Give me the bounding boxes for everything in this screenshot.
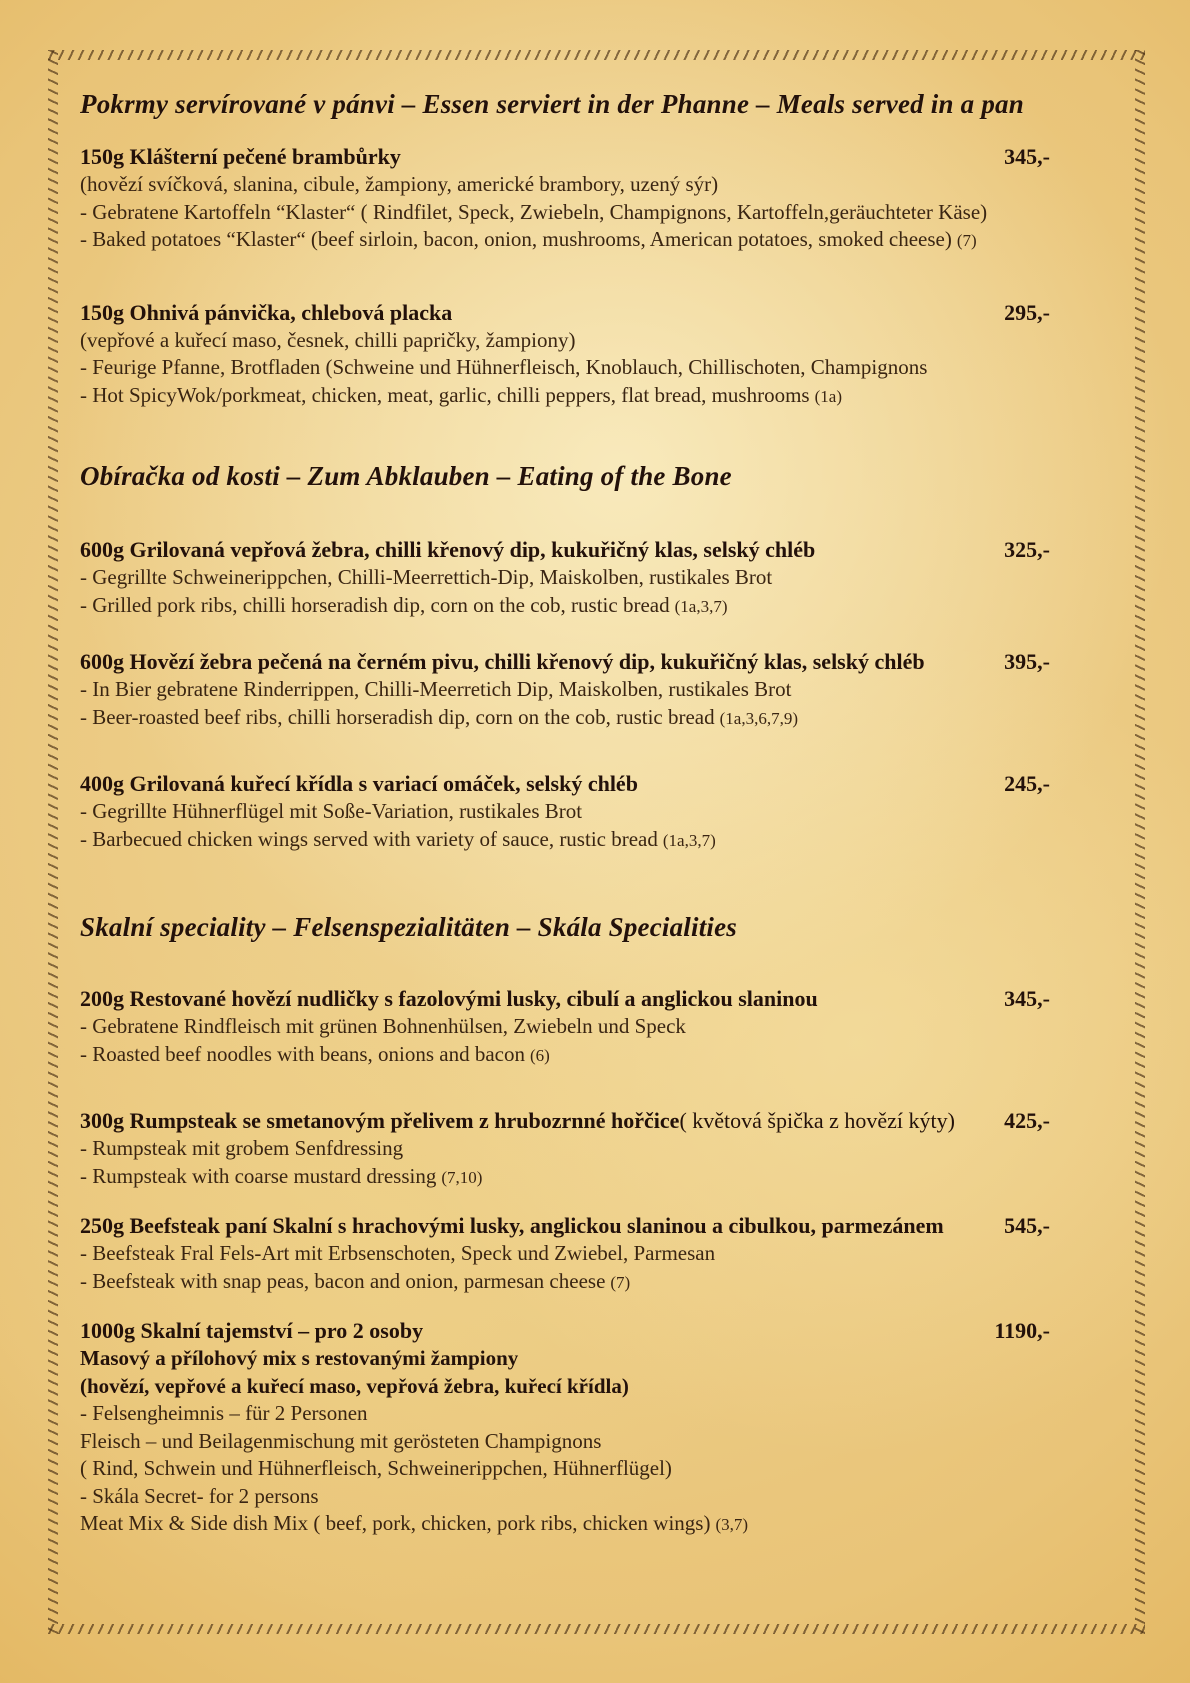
description-text: - Beefsteak with snap peas, bacon and onion, parmesan cheese [80, 1268, 606, 1293]
item-name: 1000g Skalní tajemství – pro 2 osoby [80, 1318, 424, 1343]
description-text: Meat Mix & Side dish Mix ( beef, pork, chicken, pork ribs, chicken wings) [80, 1511, 711, 1535]
item-description-en [80, 1163, 1050, 1192]
item-name: 600g Hovězí žebra pečená na černém pivu, chilli křenový dip, kukuřičný klas, selský chléb [80, 649, 925, 674]
item-price: 395,- [1004, 649, 1050, 674]
item-price: 425,- [1004, 1108, 1050, 1133]
menu-item [80, 142, 1050, 255]
menu-item [80, 984, 1050, 1069]
item-name: 150g Ohnivá pánvička, chlebová placka [80, 299, 453, 325]
item-description-de [80, 1135, 1050, 1163]
description-text: - Gebratene Kartoffeln “Klaster“ ( Rindfilet, Speck, Zwiebeln, Champignons, Kartoffeln,geräuchteter Käse) [80, 199, 988, 224]
item-description-de [80, 676, 1050, 704]
item-description-de [80, 1240, 1050, 1268]
menu-item [80, 647, 1050, 732]
item-description-en [80, 1510, 1050, 1539]
item-description-en [80, 1041, 1050, 1070]
allergen-codes: (1a) [814, 386, 842, 406]
allergen-codes: (1a,3,6,7,9) [719, 708, 798, 728]
item-description-de [80, 199, 1050, 227]
item-name: 400g Grilovaná kuřecí křídla s variací omáček, selský chléb [80, 771, 638, 796]
menu-item [80, 535, 1050, 620]
item-price: 245,- [1004, 771, 1050, 796]
description-text: - Hot SpicyWok/porkmeat, chicken, meat, garlic, chilli peppers, flat bread, mushrooms [80, 382, 810, 407]
allergen-codes: (7) [610, 1272, 631, 1292]
item-description-de [80, 798, 1050, 826]
description-text: - Rumpsteak with coarse mustard dressing [80, 1163, 437, 1188]
section-title-skala-specialities: Skalní speciality – Felsenspezialitäten – Skála Specialities [80, 912, 738, 942]
decorative-border-left [48, 50, 58, 1634]
description-text: - Gegrillte Schweinerippchen, Chilli-Meerrettich-Dip, Maiskolben, rustikales Brot [80, 565, 773, 589]
menu-item [80, 1211, 1050, 1296]
menu-content [80, 88, 1050, 1539]
allergen-codes: (3,7) [715, 1515, 749, 1534]
item-description-de [80, 1400, 1050, 1428]
item-price: 1190,- [994, 1318, 1050, 1343]
description-text: (vepřové a kuřecí maso, česnek, chilli papričky, žampiony) [80, 327, 576, 352]
description-text: - Barbecued chicken wings served with variety of sauce, rustic bread [80, 826, 658, 851]
item-header [80, 535, 1050, 564]
description-text: - Gegrillte Hühnerflügel mit Soße-Variation, rustikales Brot [80, 799, 583, 823]
description-text: ( Rind, Schwein und Hühnerfleisch, Schweinerippchen, Hühnerflügel) [80, 1456, 672, 1480]
allergen-codes: (6) [529, 1045, 550, 1065]
item-header [80, 142, 1050, 171]
item-header [80, 647, 1050, 676]
menu-item [80, 1316, 1050, 1539]
allergen-codes: (7) [956, 231, 977, 250]
description-text: (hovězí svíčková, slanina, cibule, žampiony, americké brambory, uzený sýr) [80, 172, 719, 196]
item-price: 345,- [1004, 144, 1050, 169]
description-text: - Grilled pork ribs, chilli horseradish dip, corn on the cob, rustic bread [80, 592, 670, 617]
decorative-border-bottom [48, 1624, 1145, 1634]
item-name: 150g Klášterní pečené brambůrky [80, 144, 401, 169]
item-header [80, 1316, 1050, 1345]
item-name: 250g Beefsteak paní Skalní s hrachovými lusky, anglickou slaninou a cibulkou, parmezánem [80, 1213, 944, 1238]
item-description-de [80, 564, 1050, 592]
allergen-codes: (7,10) [441, 1167, 483, 1187]
item-name: 200g Restované hovězí nudličky s fazolovými lusky, cibulí a anglickou slaninou [80, 986, 818, 1011]
subtitle-text: Masový a přílohový mix s restovanými žampiony [80, 1346, 519, 1370]
item-description-de [80, 1428, 1050, 1456]
item-header [80, 1106, 1050, 1135]
item-price: 325,- [1004, 537, 1050, 562]
description-text: - Gebratene Rindfleisch mit grünen Bohnenhülsen, Zwiebeln und Speck [80, 1014, 686, 1038]
item-description-de [80, 1455, 1050, 1483]
item-description-en [80, 1483, 1050, 1511]
section-title-off-the-bone: Obíračka od kosti – Zum Abklauben – Eating of the Bone [80, 461, 732, 491]
description-text: - Feurige Pfanne, Brotfladen (Schweine und Hühnerfleisch, Knoblauch, Chillischoten, Champignons [80, 355, 928, 379]
item-description-de [80, 1013, 1050, 1041]
item-header [80, 1211, 1050, 1240]
item-subtitle [80, 1345, 1050, 1373]
description-text: - Felsengheimnis – für 2 Personen [80, 1401, 368, 1425]
allergen-codes: (1a,3,7) [674, 596, 728, 616]
menu-item [80, 769, 1050, 854]
item-description-en [80, 592, 1050, 621]
item-price: 545,- [1004, 1213, 1050, 1238]
section-title-pan-meals: Pokrmy servírované v pánvi – Essen serviert in der Phanne – Meals served in a pan [80, 89, 1024, 119]
item-description-en [80, 382, 1050, 411]
item-price: 295,- [1004, 299, 1050, 325]
decorative-border-right [1135, 50, 1145, 1634]
item-header [80, 298, 1050, 327]
item-description-en [80, 1268, 1050, 1297]
item-description-en [80, 826, 1050, 855]
item-header [80, 769, 1050, 798]
decorative-border-top [48, 50, 1145, 60]
item-name-bold: 300g Rumpsteak se smetanovým přelivem z hrubozrnné hořčice [80, 1108, 680, 1133]
item-name [80, 1106, 955, 1135]
description-text: Fleisch – und Beilagenmischung mit gerösteten Champignons [80, 1428, 602, 1453]
menu-item [80, 298, 1050, 411]
subtitle-text: (hovězí, vepřové a kuřecí maso, vepřová žebra, kuřecí křídla) [80, 1373, 629, 1398]
item-description-de [80, 354, 1050, 382]
description-text: - Skála Secret- for 2 persons [80, 1483, 319, 1508]
description-text: - Beefsteak Fral Fels-Art mit Erbsenschoten, Speck und Zwiebel, Parmesan [80, 1241, 716, 1265]
description-text: - Roasted beef noodles with beans, onions and bacon [80, 1041, 525, 1066]
allergen-codes: (1a,3,7) [662, 830, 716, 850]
item-subtitle [80, 1373, 1050, 1401]
description-text: - Beer-roasted beef ribs, chilli horseradish dip, corn on the cob, rustic bread [80, 704, 715, 729]
item-description-en [80, 226, 1050, 255]
description-text: - Rumpsteak mit grobem Senfdressing [80, 1136, 404, 1160]
item-description-cz [80, 171, 1050, 199]
item-name-suffix: ( květová špička z hovězí kýty) [679, 1108, 955, 1133]
description-text: - Baked potatoes “Klaster“ (beef sirloin, bacon, onion, mushrooms, American potatoes, smoked cheese) [80, 227, 952, 251]
item-name: 600g Grilovaná vepřová žebra, chilli křenový dip, kukuřičný klas, selský chléb [80, 537, 816, 562]
menu-item [80, 1106, 1050, 1191]
item-description-cz [80, 327, 1050, 355]
item-price: 345,- [1004, 986, 1050, 1011]
item-header [80, 984, 1050, 1013]
item-description-en [80, 704, 1050, 733]
description-text: - In Bier gebratene Rinderrippen, Chilli-Meerretich Dip, Maiskolben, rustikales Brot [80, 677, 792, 701]
